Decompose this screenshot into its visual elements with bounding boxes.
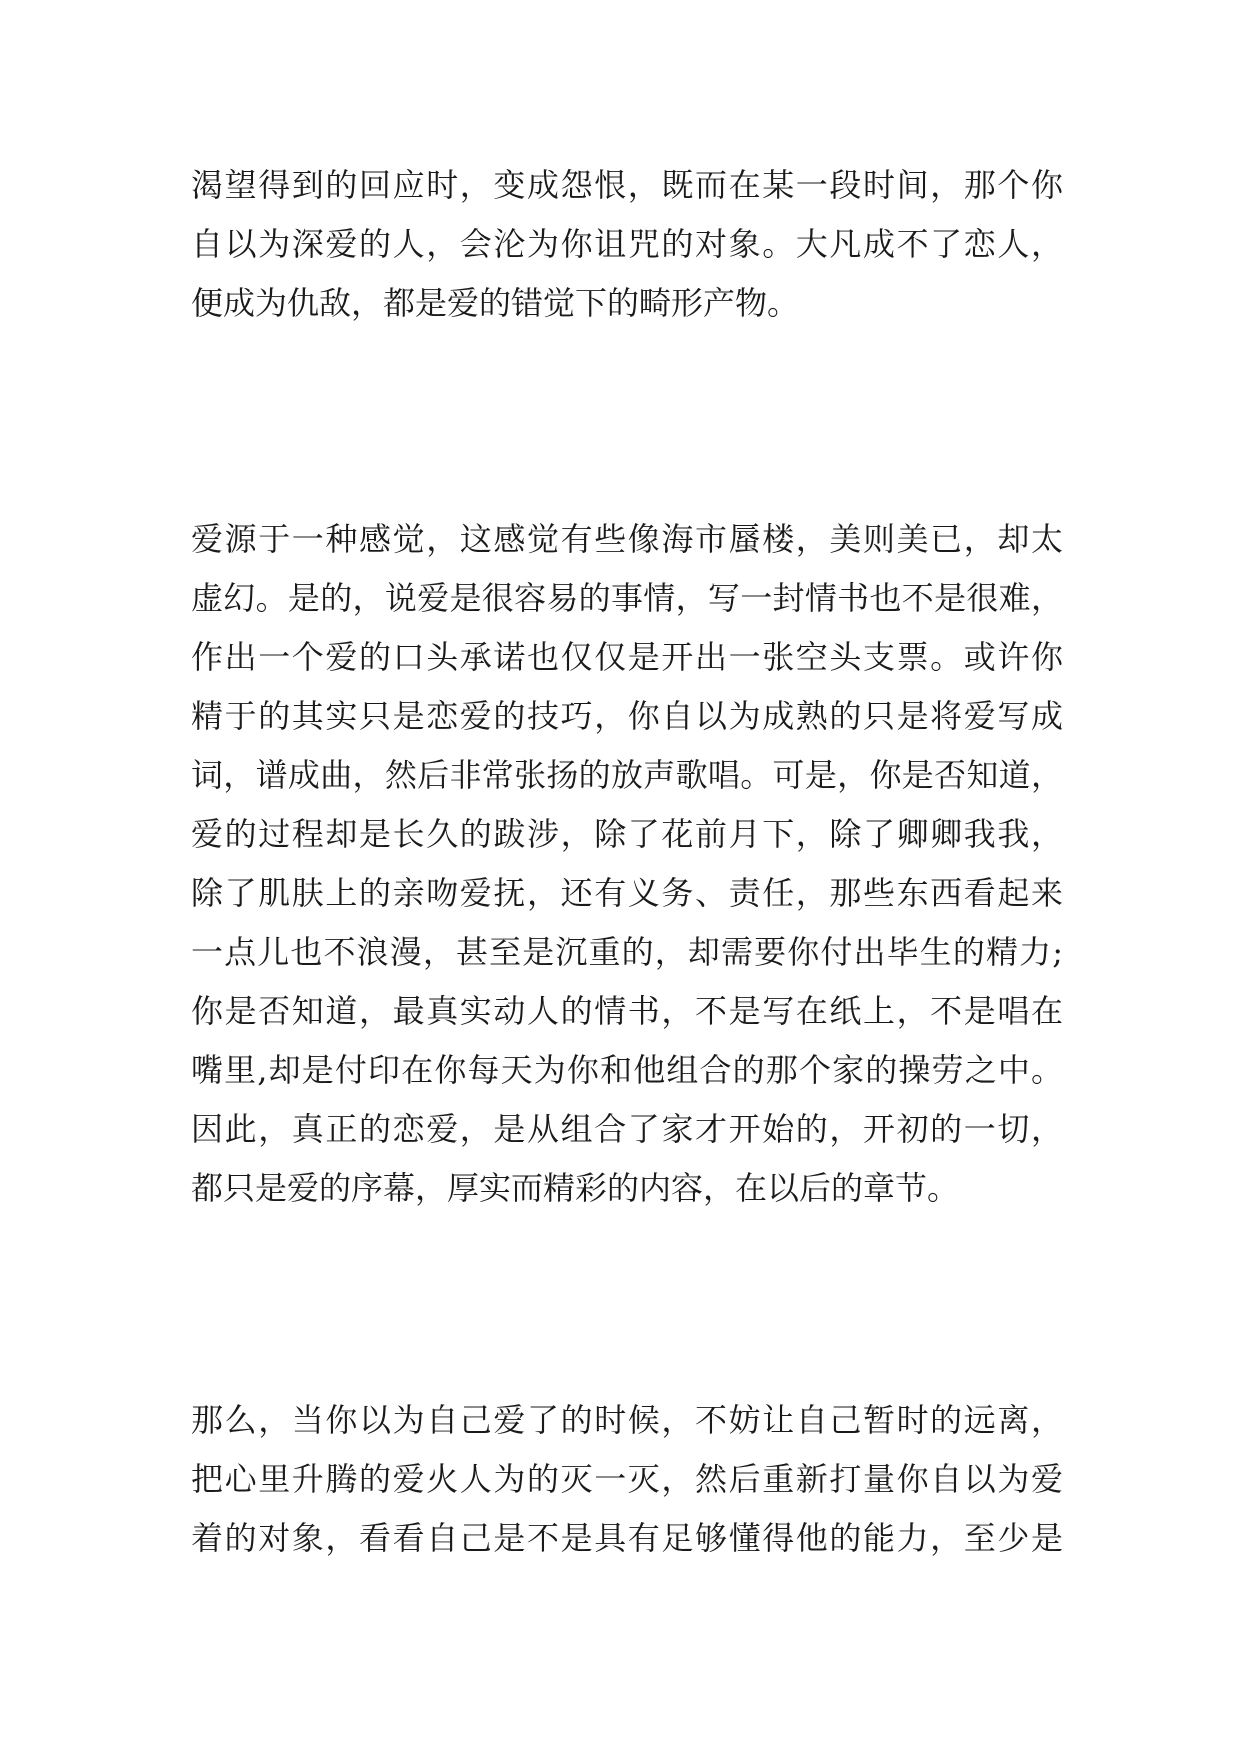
text-line: 着的对象，看看自己是不是具有足够懂得他的能力，至少是	[191, 1519, 1063, 1557]
text-line: 作出一个爱的口头承诺也仅仅是开出一张空头支票。或许你	[191, 638, 1063, 676]
text-line: 词，谱成曲，然后非常张扬的放声歌唱。可是，你是否知道，	[191, 756, 1063, 794]
text-line: 都只是爱的序幕，厚实而精彩的内容，在以后的章节。	[191, 1169, 960, 1207]
text-line: 精于的其实只是恋爱的技巧，你自以为成熟的只是将爱写成	[191, 697, 1063, 735]
text-line: 你是否知道，最真实动人的情书，不是写在纸上，不是唱在	[191, 992, 1063, 1030]
text-line: 那么，当你以为自己爱了的时候，不妨让自己暂时的远离，	[191, 1401, 1063, 1439]
text-line: 自以为深爱的人，会沦为你诅咒的对象。大凡成不了恋人，	[191, 225, 1063, 263]
text-line: 渴望得到的回应时，变成怨恨，既而在某一段时间，那个你	[191, 166, 1063, 204]
text-line: 把心里升腾的爱火人为的灭一灭，然后重新打量你自以为爱	[191, 1460, 1063, 1498]
text-line: 便成为仇敌，都是爱的错觉下的畸形产物。	[191, 284, 800, 322]
text-line: 除了肌肤上的亲吻爱抚，还有义务、责任，那些东西看起来	[191, 874, 1063, 912]
text-line: 虚幻。是的，说爱是很容易的事情，写一封情书也不是很难，	[191, 579, 1063, 617]
paragraph	[191, 510, 1063, 1218]
text-line: 嘴里,却是付印在你每天为你和他组合的那个家的操劳之中。	[191, 1051, 1063, 1089]
text-line: 爱的过程却是长久的跋涉，除了花前月下，除了卿卿我我，	[191, 815, 1063, 853]
text-line: 一点儿也不浪漫，甚至是沉重的，却需要你付出毕生的精力;	[191, 933, 1063, 971]
paragraph	[191, 1391, 1063, 1568]
paragraph	[191, 156, 1063, 333]
text-line: 因此，真正的恋爱，是从组合了家才开始的，开初的一切，	[191, 1110, 1063, 1148]
text-line: 爱源于一种感觉，这感觉有些像海市蜃楼，美则美已，却太	[191, 520, 1063, 558]
